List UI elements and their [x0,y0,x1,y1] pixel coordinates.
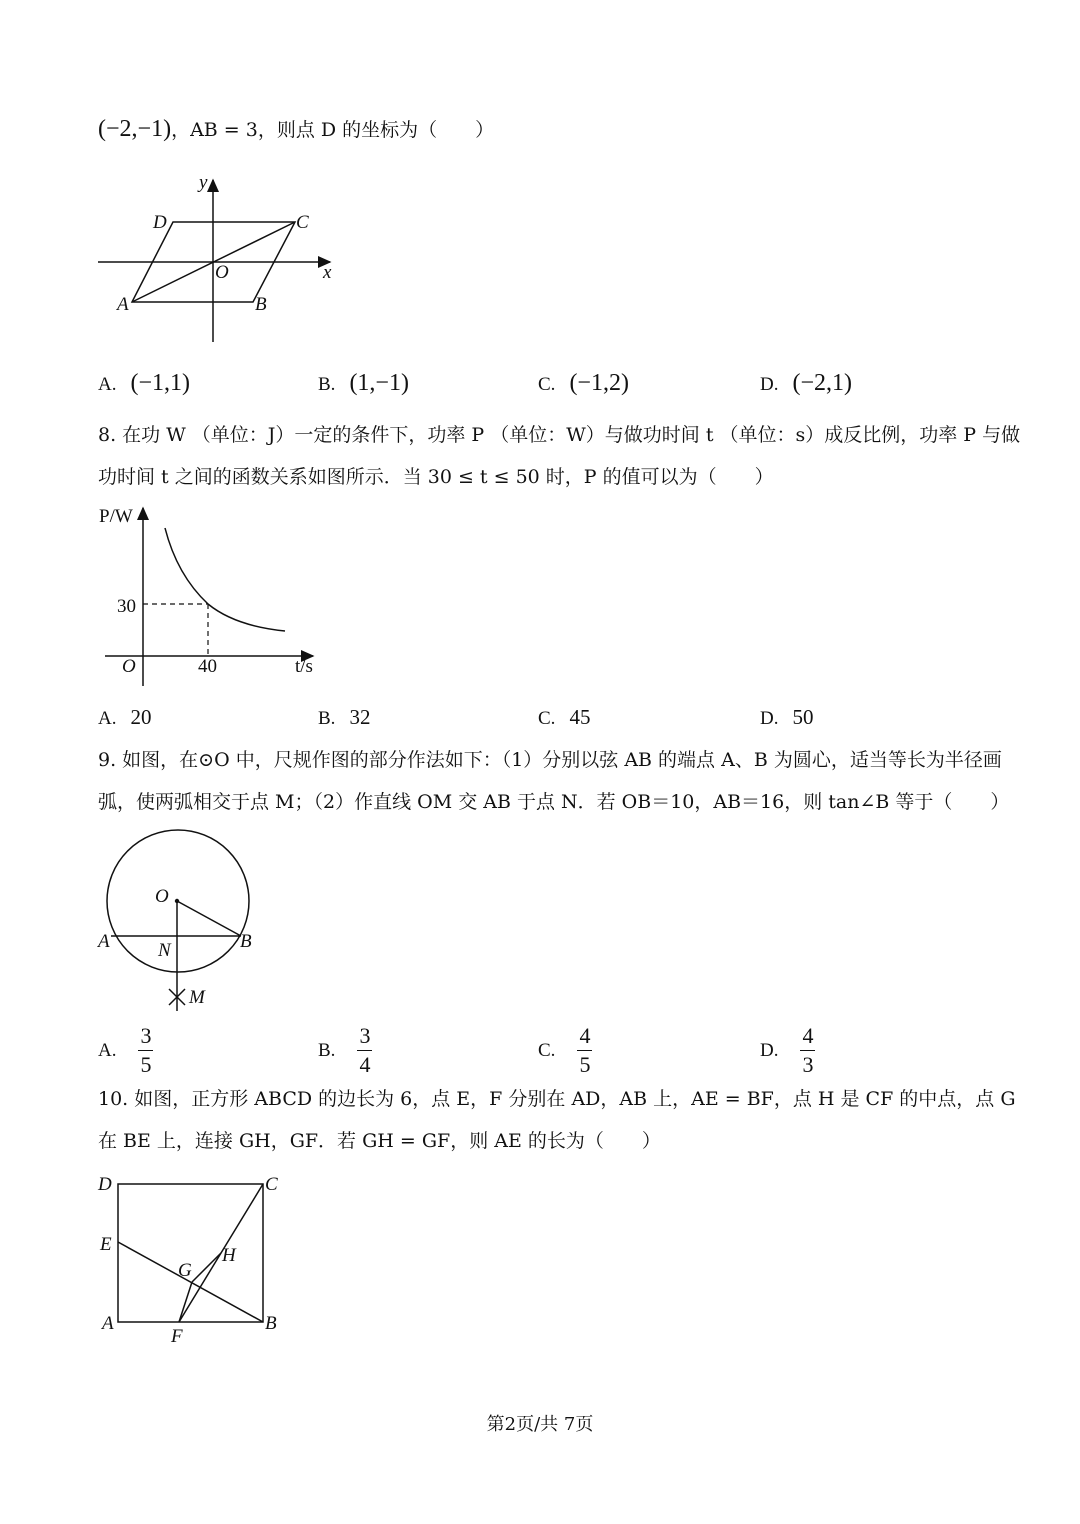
q9-option-d[interactable]: D. $\frac{4}{3}$ [760,1023,814,1077]
q7-label-y: y [199,172,208,193]
q9-label-n: N [158,940,171,961]
q10-label-h: H [222,1245,236,1266]
q8-y-axis-label: P/W [99,506,133,527]
q9-center-dot [175,899,179,903]
q9-label-o: O [155,886,169,907]
q7-coordinate: (−2,−1) [98,116,172,142]
q8-x-axis-label: t/s [295,656,313,677]
q10-stem-line-2: 在 BE 上，连接 GH，GF．若 GH = GF，则 AE 的长为（ ） [98,1130,661,1152]
q7-label-d: D [153,212,167,233]
q7-label-x: x [323,262,332,283]
q9-label-b: B [240,931,252,952]
q8-option-a[interactable]: A. 20 [98,705,152,729]
q8-tick-40: 40 [198,656,217,677]
q10-square-figure [95,1170,295,1350]
q10-square-abcd [118,1184,263,1322]
q9-circle-figure [92,825,272,1020]
q7-stem-end [98,116,494,143]
q7-parallelogram-figure [95,170,340,350]
q8-stem-line-1: 8. 在功 W （单位：J）一定的条件下，功率 P （单位：W）与做功时间 t （单位：s）成反比例，功率 P 与做 [98,424,1021,446]
q8-option-c[interactable]: C. 45 [538,705,591,729]
q10-label-b: B [265,1313,277,1334]
q9-label-m: M [189,987,205,1008]
q7-label-a: A [117,294,129,315]
q8-option-b[interactable]: B. 32 [318,705,371,729]
q10-stem-line-1: 10. 如图，正方形 ABCD 的边长为 6，点 E，F 分别在 AD，AB 上，AE = BF，点 H 是 CF 的中点，点 G [98,1088,1016,1110]
q9-option-a[interactable]: A. $\frac{3}{5}$ [98,1023,152,1077]
q9-segment-ob [177,901,241,936]
q7-option-d[interactable]: D. (−2,1) [760,370,853,396]
q9-stem-line-1: 9. 如图，在⊙O 中，尺规作图的部分作法如下：（1）分别以弦 AB 的端点 A、B 为圆心，适当等长为半径画 [98,749,1002,771]
q10-label-c: C [265,1174,278,1195]
q7-label-o: O [215,262,229,283]
q7-option-c[interactable]: C. (−1,2) [538,370,629,396]
q7-label-b: B [255,294,267,315]
q7-stem-text: ，AB = 3，则点 D 的坐标为（ ） [171,119,495,141]
q8-tick-30: 30 [117,596,136,617]
q10-label-a: A [102,1313,114,1334]
q7-label-c: C [296,212,309,233]
q10-segment-be [118,1242,263,1322]
q8-origin-label: O [122,656,136,677]
q10-label-d: D [98,1174,112,1195]
q8-hyperbola-curve [165,528,285,631]
q9-option-c[interactable]: C. $\frac{4}{5}$ [538,1023,591,1077]
q10-label-g: G [178,1260,192,1281]
q9-label-a: A [98,931,110,952]
q7-option-a[interactable]: A. (−1,1) [98,370,191,396]
q9-stem-line-2: 弧，使两弧相交于点 M；（2）作直线 OM 交 AB 于点 N．若 OB＝10，AB＝16，则 tan∠B 等于（ ） [98,791,1010,813]
q8-inverse-function-graph [95,500,325,690]
q10-segment-gf [179,1282,192,1322]
q9-option-b[interactable]: B. $\frac{3}{4}$ [318,1023,371,1077]
q10-label-e: E [100,1234,112,1255]
q8-option-d[interactable]: D. 50 [760,705,814,729]
page-footer: 第2页/共 7页 [486,1414,594,1435]
q10-label-f: F [171,1326,183,1347]
q8-stem-line-2: 功时间 t 之间的函数关系如图所示．当 30 ≤ t ≤ 50 时，P 的值可以为（ ） [98,466,774,488]
q7-option-b[interactable]: B. (1,−1) [318,370,409,396]
